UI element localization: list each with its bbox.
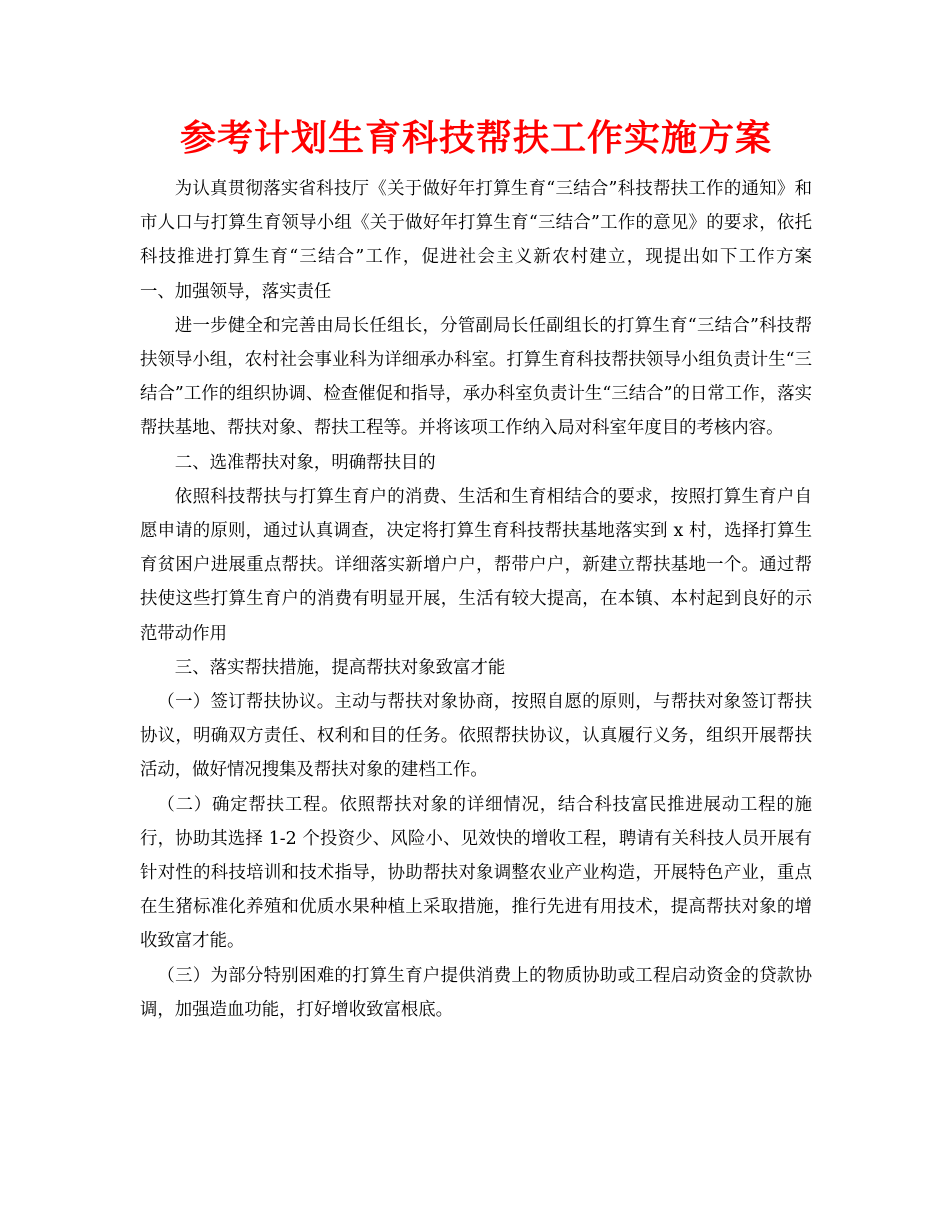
paragraph-intro: 为认真贯彻落实省科技厅《关于做好年打算生育“三结合”科技帮扶工作的通知》和市人口与打算生育领导小组《关于做好年打算生育“三结合”工作的意见》的要求，依托科技推进打算生育“三结合”工作，促进社会主义新农村建立，现提出如下工作方案 一、加强领导，落实责任 (140, 179, 847, 302)
paragraph-measure-2: （二）确定帮扶工程。依照帮扶对象的详细情况，结合科技富民推进展动工程的施行，协助其选择 1-2 个投资少、风险小、见效快的增收工程，聘请有关科技人员开展有针对性的科技培训和技术指导，协助帮扶对象调整农业产业构造，开展特色产业，重点在生猪标准化养殖和优质水果种植上采取措施，推行先进有用技术，提高帮扶对象的增收致富才能。 (140, 794, 812, 952)
paragraph-measure-3: （三）为部分特别困难的打算生育户提供消费上的物质协助或工程启动资金的贷款协调，加强造血功能，打好增收致富根底。 (140, 965, 812, 1020)
document-body (140, 172, 847, 1027)
paragraph-targets: 依照科技帮扶与打算生育户的消费、生活和生育相结合的要求，按照打算生育户自愿申请的原则，通过认真调查，决定将打算生育科技帮扶基地落实到 x 村，选择打算生育贫困户进展重点帮扶。详细落实新增户户，帮带户户，新建立帮扶基地一个。通过帮扶使这些打算生育户的消费有明显开展，生活有较大提高，在本镇、本村起到良好的示范带动作用 (140, 486, 812, 644)
section-heading-3: 三、落实帮扶措施，提高帮扶对象致富才能 (174, 657, 506, 678)
paragraph-leadership: 进一步健全和完善由局长任组长，分管副局长任副组长的打算生育“三结合”科技帮扶领导小组，农村社会事业科为详细承办科室。打算生育科技帮扶领导小组负责计生“三结合”工作的组织协调、检查催促和指导，承办科室负责计生“三结合”的日常工作，落实帮扶基地、帮扶对象、帮扶工程等。并将该项工作纳入局对科室年度目的考核内容。 (140, 315, 812, 439)
section-heading-2: 二、选准帮扶对象，明确帮扶目的 (174, 452, 436, 473)
document-page (140, 112, 847, 1027)
paragraph-measure-1: （一）签订帮扶协议。主动与帮扶对象协商，按照自愿的原则，与帮扶对象签订帮扶协议，明确双方责任、权利和目的任务。依照帮扶协议，认真履行义务，组织开展帮扶活动，做好情况搜集及帮扶对象的建档工作。 (140, 692, 812, 781)
document-title: 参考计划生育科技帮扶工作实施方案 (179, 118, 772, 159)
